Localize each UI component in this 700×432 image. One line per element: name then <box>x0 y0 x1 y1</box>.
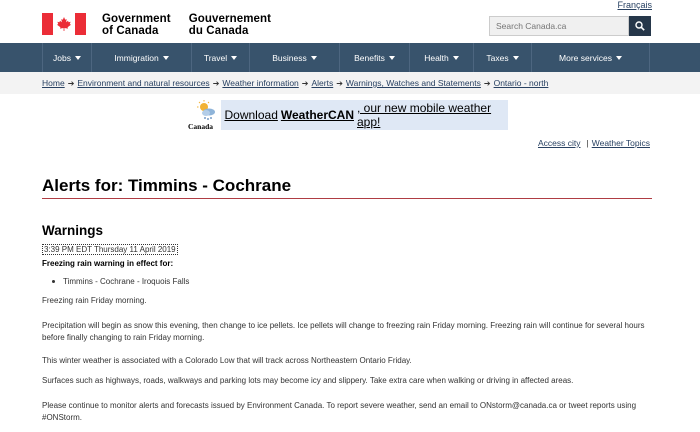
arrow-right-icon: ➔ <box>483 78 491 88</box>
secondary-links <box>538 138 650 148</box>
weathercan-download-link[interactable]: Download WeatherCAN , our new mobile weather app! <box>221 100 509 130</box>
breadcrumb-warnings[interactable]: Warnings, Watches and Statements <box>345 78 481 88</box>
search-icon <box>635 21 645 31</box>
language-toggle-link[interactable]: Français <box>617 0 652 10</box>
main-menu <box>0 43 700 72</box>
search-form <box>489 16 651 36</box>
page-title: Alerts for: Timmins - Cochrane <box>42 176 292 195</box>
menu-item-more-services[interactable]: More services <box>532 43 650 72</box>
arrow-right-icon: ➔ <box>212 78 220 88</box>
chevron-down-icon <box>453 56 459 60</box>
chevron-down-icon <box>389 56 395 60</box>
breadcrumb-ontario-north[interactable]: Ontario - north <box>493 78 549 88</box>
wordmark-english: Government of Canada <box>102 13 171 37</box>
link-separator: | <box>586 138 589 148</box>
weather-sun-cloud-icon <box>194 99 218 121</box>
breadcrumb <box>0 72 700 94</box>
arrow-right-icon: ➔ <box>336 78 343 88</box>
government-logo[interactable] <box>42 13 289 37</box>
canada-flag-icon <box>42 13 86 35</box>
warning-paragraph: This winter weather is associated with a Colorado Low that will track across Northeastern Ontario Friday. <box>42 356 412 365</box>
weathercan-banner[interactable] <box>188 99 508 131</box>
access-city-link[interactable]: Access city <box>537 138 581 148</box>
chevron-down-icon <box>311 56 317 60</box>
chevron-down-icon <box>231 56 237 60</box>
chevron-down-icon <box>616 56 622 60</box>
menu-item-immigration[interactable]: Immigration <box>92 43 192 72</box>
warning-paragraph: Precipitation will begin as snow this evening, then change to ice pellets. Ice pellets will change to freezing rain Friday morning. Freezing rain will continue for several hours before finally changing to rain Friday morning. <box>42 321 645 342</box>
search-input[interactable] <box>489 16 629 36</box>
menu-item-travel[interactable]: Travel <box>192 43 250 72</box>
arrow-right-icon: ➔ <box>67 78 75 88</box>
weather-topics-link[interactable]: Weather Topics <box>591 138 650 148</box>
chevron-down-icon <box>163 56 169 60</box>
menu-item-jobs[interactable]: Jobs <box>42 43 92 72</box>
site-header <box>0 0 700 44</box>
menu-item-health[interactable]: Health <box>410 43 474 72</box>
wordmark <box>102 13 289 37</box>
warning-timestamp: 3:39 PM EDT Thursday 11 April 2019 <box>44 245 176 254</box>
menu-item-business[interactable]: Business <box>250 43 340 72</box>
warnings-heading: Warnings <box>42 223 104 238</box>
breadcrumb-environment[interactable]: Environment and natural resources <box>77 78 210 88</box>
list-item: Timmins - Cochrane - Iroquois Falls <box>52 277 189 286</box>
arrow-right-icon: ➔ <box>301 78 309 88</box>
search-button[interactable] <box>629 16 651 36</box>
chevron-down-icon <box>513 56 519 60</box>
menu-item-taxes[interactable]: Taxes <box>474 43 532 72</box>
breadcrumb-alerts[interactable]: Alerts <box>311 78 334 88</box>
weathercan-logo <box>188 99 219 131</box>
warning-effect: Freezing rain warning in effect for: <box>42 259 174 268</box>
warning-paragraph: Please continue to monitor alerts and forecasts issued by Environment Canada. To report severe weather, send an email to ONstorm@canada.ca or tweet reports using #ONStorm. <box>42 401 637 422</box>
warning-paragraph: Freezing rain Friday morning. <box>42 296 147 305</box>
breadcrumb-home[interactable]: Home <box>42 78 65 88</box>
bullet-icon <box>52 280 55 283</box>
canada-wordmark: Canada <box>188 122 214 131</box>
wordmark-french: Gouvernement du Canada <box>188 13 272 37</box>
breadcrumb-weather-information[interactable]: Weather information <box>222 78 299 88</box>
warning-paragraph: Surfaces such as highways, roads, walkways and parking lots may become icy and slippery. Take extra care when walking or driving in affected areas. <box>42 376 574 385</box>
menu-item-benefits[interactable]: Benefits <box>340 43 410 72</box>
chevron-down-icon <box>75 56 81 60</box>
title-divider <box>42 198 652 199</box>
